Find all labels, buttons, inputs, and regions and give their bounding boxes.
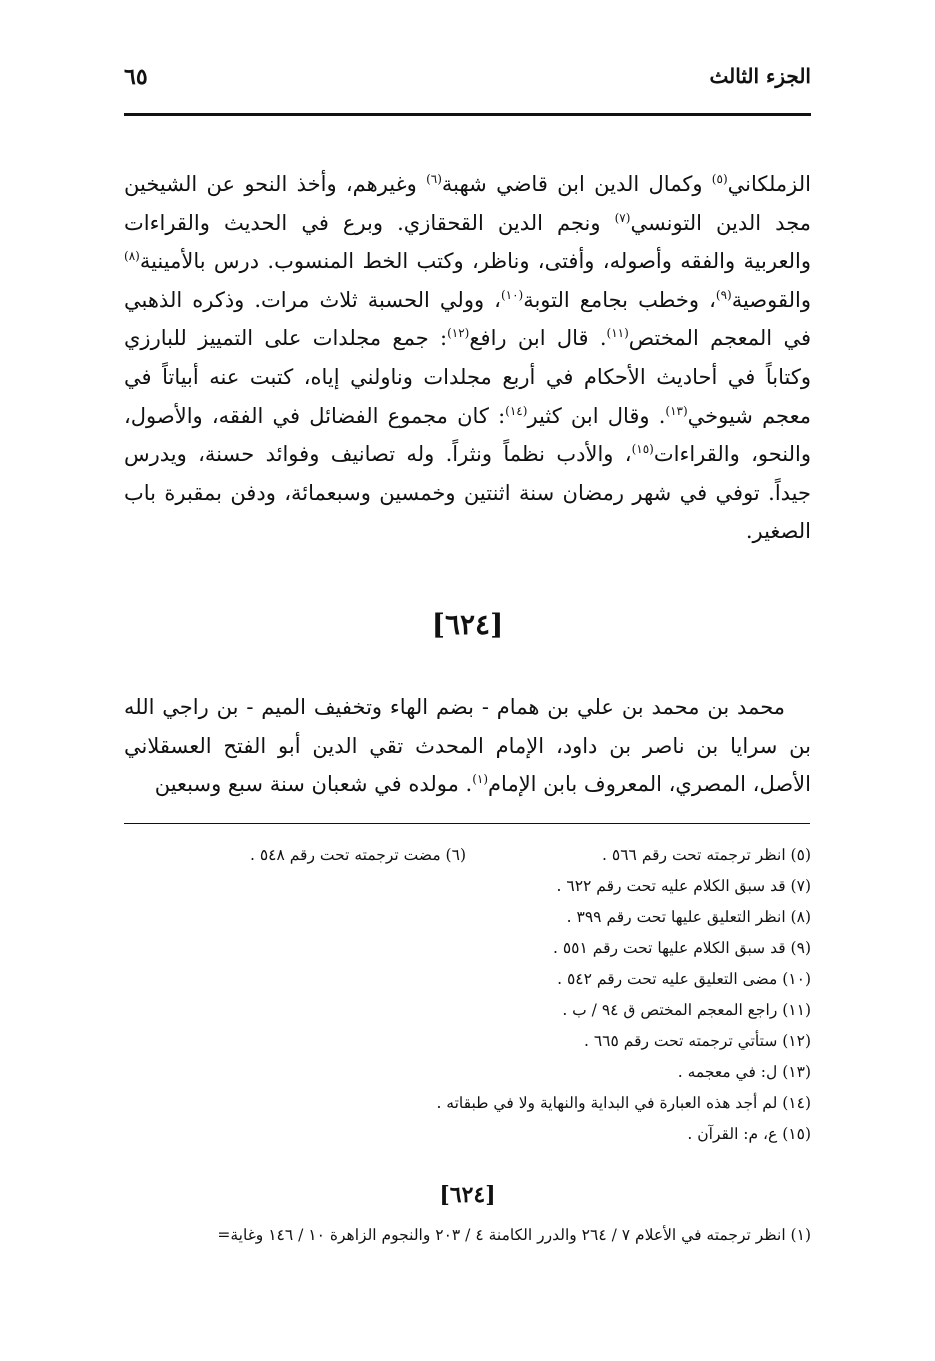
text-run: والقوصية [731,287,811,312]
text-run: ونجم الدين القحقازي. وبرع في الحديث والقراءات والعربية والفقه وأصوله، وأفتى، وناظر، وكتب الخط المنسوب. درس بالأمينية [124,210,811,274]
footnote-15: (١٥) ع، م: القرآن . [687,1125,811,1143]
footnote-8: (٨) انظر التعليق عليها تحت رقم ٣٩٩ . [566,908,811,926]
footnote-marker: (٨) [124,249,140,264]
text-run: وغيرهم، وأخذ النحو عن الشيخين مجد الدين التونسي [124,172,811,235]
text-run: محمد بن محمد بن علي بن همام - بضم الهاء وتخفيف الميم - بن راجي الله بن سرايا بن ناصر بن داود، الإمام المحدث تقي الدين أبو الفتح العسقلاني الأصل، المصري، المعروف بابن الإمام [124,695,811,797]
footnote-marker: (١١) [606,326,629,341]
biography-paragraph-entry-624 [124,688,811,804]
footnote-marker: (١٣) [665,403,688,418]
footnote-6: (٦) مضت ترجمته تحت رقم ٥٤٨ . [249,846,466,864]
footnotes-list [124,840,811,1150]
footnote-5: (٥) انظر ترجمته تحت رقم ٥٦٦ . [602,846,811,864]
text-run: وكمال الدين ابن قاضي شهبة [441,172,712,196]
text-run: ، وخطب بجامع التوبة [523,287,716,312]
footnote-14: (١٤) لم أجد هذه العبارة في البداية والنهاية ولا في طبقاته . [436,1094,811,1112]
running-title: الجزء الثالث [709,64,811,88]
footnote-13: (١٣) ل: في معجمه . [677,1063,811,1081]
text-run: ، وولي الحسبة ثلاث مرات. وذكره الذهبي في المعجم المختص [124,287,811,351]
footnote-separator [124,823,810,824]
footnote-11: (١١) راجع المعجم المختص ق ٩٤ / ب . [562,1001,811,1019]
entry-number-heading: [٦٢٤] [431,608,504,641]
text-run: الزملكاني [727,172,811,196]
entry-notes-heading: [٦٢٤] [439,1182,496,1208]
footnote-10: (١٠) مضى التعليق عليه تحت رقم ٥٤٢ . [557,970,811,988]
text-run: : جمع مجلدات على التمييز للبارزي وكتاباً في أحاديث الأحكام في أربع مجلدات وناولني إياه، كتبت عنه أبياتاً في معجم شيوخي [124,326,811,428]
footnote-12: (١٢) ستأتي ترجمته تحت رقم ٦٦٥ . [583,1032,811,1050]
header-rule [124,113,811,116]
footnote-marker: (١٤) [505,403,528,418]
page-header [124,58,811,98]
footnote-marker: (١٥) [631,442,654,457]
footnote-marker: (١٠) [500,287,524,302]
footnote-7: (٧) قد سبق الكلام عليه تحت رقم ٦٢٢ . [556,877,811,895]
text-run: : كان مجموع الفضائل في الفقه، والأصول، والنحو، والقراءات [124,403,811,467]
biography-paragraph-continued [124,165,811,551]
text-run: . قال ابن رافع [469,326,607,351]
page-number: ٦٥ [124,64,148,90]
footnote-marker: (٦) [426,172,442,186]
footnote-marker: (٩) [715,287,732,302]
footnote-9: (٩) قد سبق الكلام عليها تحت رقم ٥٥١ . [552,939,811,957]
footnote-marker: (٧) [614,210,631,225]
footnote-row [124,840,811,871]
text-run: . وقال ابن كثير [527,403,666,428]
footnote-marker: (٥) [711,172,728,186]
text-run: . مولده في شعبان سنة سبع وسبعين [154,772,473,797]
footnote-marker: (١) [472,772,489,787]
footnote-marker: (١٢) [447,326,470,341]
text-run: ، والأدب نظماً ونثراً. وله تصانيف وفوائد حسنة، ويدرس جيداً. توفي في شهر رمضان سنة اثنتين وخمسين وسبعمائة، ودفن بمقبرة باب الصغير. [124,442,811,544]
entry-footnote-1: (١) انظر ترجمته في الأعلام ٧ / ٢٦٤ والدرر الكامنة ٤ / ٢٠٣ والنجوم الزاهرة ١٠ / ١٤٦ وغاية= [217,1226,811,1244]
